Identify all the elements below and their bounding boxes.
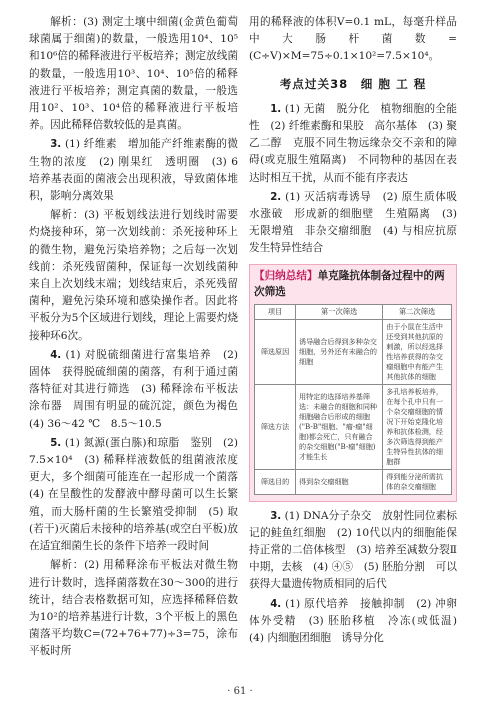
row-label: 筛选目的 bbox=[255, 469, 296, 494]
screening-table bbox=[254, 304, 452, 495]
question-number: 4. bbox=[270, 598, 282, 610]
answer-3: 3. (1) DNA分子杂交 放射性同位素标记的鲑鱼红细胞 (2) 10代以内的细胞能保持正常的二倍体核型 (3) 培养至减数分裂Ⅱ中期，去核 (4) ④⑤ (5) 胚胎分割 可以获得大量遗传物质相同的后代 bbox=[249, 509, 457, 591]
answer-2: 2. (1) 灭活病毒诱导 (2) 原生质体吸水涨破 形成新的细胞壁 生殖隔离 (3) 无限增殖 非杂交瘤细胞 (4) 与相应抗原发生特异性结合 bbox=[249, 190, 457, 255]
table-cell: 得到杂交瘤细胞 bbox=[296, 469, 383, 494]
table-cell: 得到能分泌所需抗体的杂交瘤细胞 bbox=[383, 469, 452, 494]
section-title: 考点过关38 细 胞 工 程 bbox=[279, 76, 427, 91]
question-number: 3. bbox=[50, 139, 62, 151]
analysis-paragraph: 解析：(3) 平板划线法进行划线时需要灼烧接种环，第一次划线前：杀死接种环上的微生物，避免污染培养物；之后每一次划线前：杀死残留菌种，保证每一次划线菌种来自上次划线末端；划线结束后，杀死残留菌种，避免污染环境和感染操作者。因此将平板分为5个区域进行划线，理论上需要灼烧接种环6次。 bbox=[29, 209, 238, 342]
answer-1: 1. (1) 无菌 脱分化 植物细胞的全能性 (2) 纤维素酶和果胶 高尔基体 (3) 聚乙二醇 克服不同生物远缘杂交不亲和的障碍(或克服生殖隔离) 不同物种的基因在表达时相互干扰，从而不能有序表达 bbox=[249, 102, 458, 184]
answer-4: 4. (1) 原代培养 接触抑制 (2) 冲卵 体外受精 (3) 胚胎移植 冷冻(或低温) (4) 内细胞团细胞 诱导分化 bbox=[249, 597, 468, 645]
analysis-paragraph: 解析：(2) 用稀释涂布平板法对微生物进行计数时，选择菌落数在30～300的进行统计，结合表格数据可知，应选择稀释倍数为10²的培养基进行计数，3个平板上的黑色菌落平均数C=(72+76+77)÷3=75，涂布平板时所 bbox=[29, 559, 238, 658]
table-cell: 由于小鼠在生活中还受到其他抗原的刺激，所以经选择性培养获得的杂交瘤细胞中有能产生其他抗体的细胞 bbox=[383, 319, 452, 384]
question-number: 5. bbox=[50, 437, 62, 449]
table-row bbox=[255, 319, 452, 384]
question-number: 1. bbox=[270, 103, 282, 115]
left-column bbox=[29, 14, 249, 661]
right-column bbox=[249, 14, 468, 647]
row-label: 筛选方法 bbox=[255, 384, 296, 469]
summary-heading bbox=[254, 268, 452, 300]
answer-5: 5. (1) 氮源(蛋白胨)和琼脂 鉴别 (2) 7.5×10⁴ (3) 稀释样液数低的组菌液浓度更大，多个细菌可能连在一起形成一个菌落 (4) 在呈酸性的发酵液中酵母菌可以生长繁殖，而大肠杆菌的生长繁殖受抑制 (5) 取(若干)灭菌后未接种的培养基(或空白平板)放在适宜细菌生长的条件下培养一段时间 bbox=[29, 436, 249, 553]
row-label: 筛选原因 bbox=[255, 319, 296, 384]
question-number: 2. bbox=[270, 191, 282, 203]
table-cell: 用特定的选择培养基筛选：未融合的细胞和同种细胞融合后形成的细胞("B-B"细胞、"瘤-瘤"细胞)都会死亡，只有融合的杂交细胞("B-瘤"细胞)才能生长 bbox=[296, 384, 383, 469]
answer-4: 4. (1) 对脱硫细菌进行富集培养 (2) 固体 获得脱硫细菌的菌落，有利于通过菌落特征对其进行筛选 (3) 稀释涂布平板法 涂布器 周围有明显的硫沉淀，颜色为褐色 (4) 36～42 ℃ 8.5～10.5 bbox=[29, 348, 249, 430]
analysis-continuation: 用的稀释液的体积V=0.1 mL，每毫升样品中大肠杆菌数=(C÷V)×M=75÷0.1×10²=7.5×10⁴。 bbox=[249, 16, 457, 63]
page-number: · 61 · bbox=[227, 686, 253, 697]
answer-3: 3. (1) 纤维素 增加能产纤维素酶的微生物的浓度 (2) 刚果红 透明圈 (3) 6 培养基表面的菌液会出现积液，导致菌体堆积，影响分离效果 bbox=[29, 138, 249, 203]
table-header-cell: 第二次筛选 bbox=[383, 304, 452, 319]
analysis-paragraph: 解析：(3) 测定土壤中细菌(金黄色葡萄球菌属于细菌)的数量，一般选用10⁴、10⁵和10⁶倍的稀释液进行平板培养；测定放线菌的数量，一般选用10³、10⁴、10⁵倍的稀释液进行平板培养；测定真菌的数量，一般选用10²、10³、10⁴倍的稀释液进行平板培养。因此稀释倍数较低的是真菌。 bbox=[29, 16, 238, 132]
summary-tag: 【归纳总结】 bbox=[254, 269, 318, 282]
question-number: 4. bbox=[50, 349, 62, 361]
table-cell: 多孔培养板培养，在每个孔中只有一个杂交瘤细胞的情况下开始克隆化培养和抗体检测，经多次筛选得到能产生特异性抗体的细胞群 bbox=[383, 384, 452, 469]
table-cell: 诱导融合后得到多种杂交细胞，另外还有未融合的细胞 bbox=[296, 319, 383, 384]
table-row bbox=[255, 469, 452, 494]
table-header-cell: 第一次筛选 bbox=[296, 304, 383, 319]
summary-title: 单克隆抗体制备过程中的两次筛选 bbox=[254, 269, 445, 298]
table-header-row bbox=[255, 304, 452, 319]
table-header-cell: 项目 bbox=[255, 304, 296, 319]
question-number: 3. bbox=[270, 510, 282, 522]
table-row bbox=[255, 384, 452, 469]
summary-box bbox=[249, 264, 457, 502]
